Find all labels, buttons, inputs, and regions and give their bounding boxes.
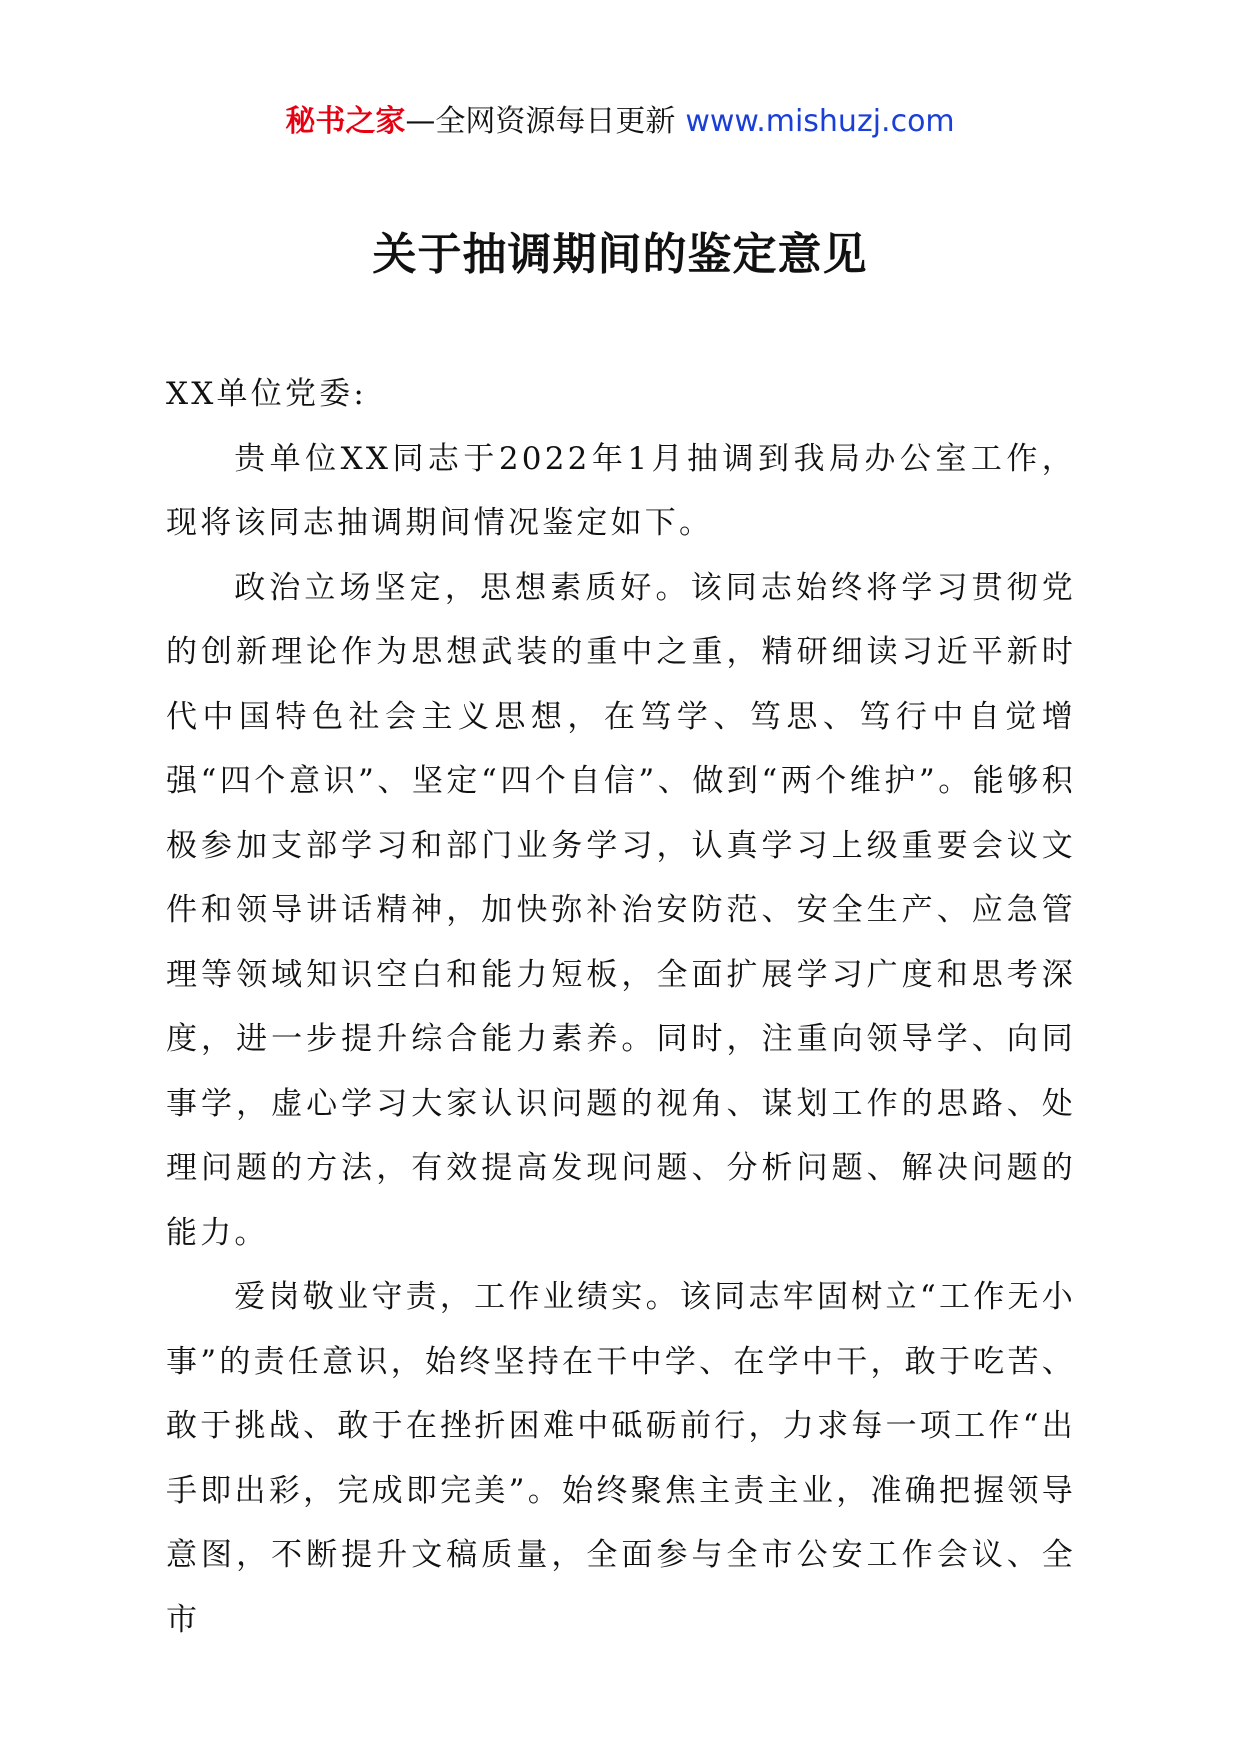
site-slogan: —全网资源每日更新 <box>405 104 676 139</box>
paragraph-work-performance: 爱岗敬业守责，工作业绩实。该同志牢固树立“工作无小事”的责任意识，始终坚持在干中学、在学中干，敢于吃苦、敢于挑战、敢于在挫折困难中砥砺前行，力求每一项工作“出手即出彩，完成即完美”。始终聚焦主责主业，准确把握领导意图，不断提升文稿质量，全面参与全市公安工作会议、全市 <box>166 1279 1076 1638</box>
site-url-link[interactable]: www.mishuzj.com <box>685 104 955 139</box>
document-body <box>166 362 1076 1652</box>
site-header <box>0 100 1240 144</box>
document-title: 关于抽调期间的鉴定意见 <box>372 229 868 280</box>
paragraph-intro: 贵单位XX同志于2022年1月抽调到我局办公室工作，现将该同志抽调期间情况鉴定如下。 <box>166 440 1076 541</box>
salutation: XX单位党委: <box>166 376 367 412</box>
paragraph-political-stance: 政治立场坚定，思想素质好。该同志始终将学习贯彻党的创新理论作为思想武装的重中之重，精研细读习近平新时代中国特色社会主义思想，在笃学、笃思、笃行中自觉增强“四个意识”、坚定“四个自信”、做到“两个维护”。能够积极参加支部学习和部门业务学习，认真学习上级重要会议文件和领导讲话精神，加快弥补治安防范、安全生产、应急管理等领域知识空白和能力短板，全面扩展学习广度和思考深度，进一步提升综合能力素养。同时，注重向领导学、向同事学，虚心学习大家认识问题的视角、谋划工作的思路、处理问题的方法，有效提高发现问题、分析问题、解决问题的能力。 <box>166 569 1076 1251</box>
site-brand: 秘书之家 <box>285 104 406 139</box>
